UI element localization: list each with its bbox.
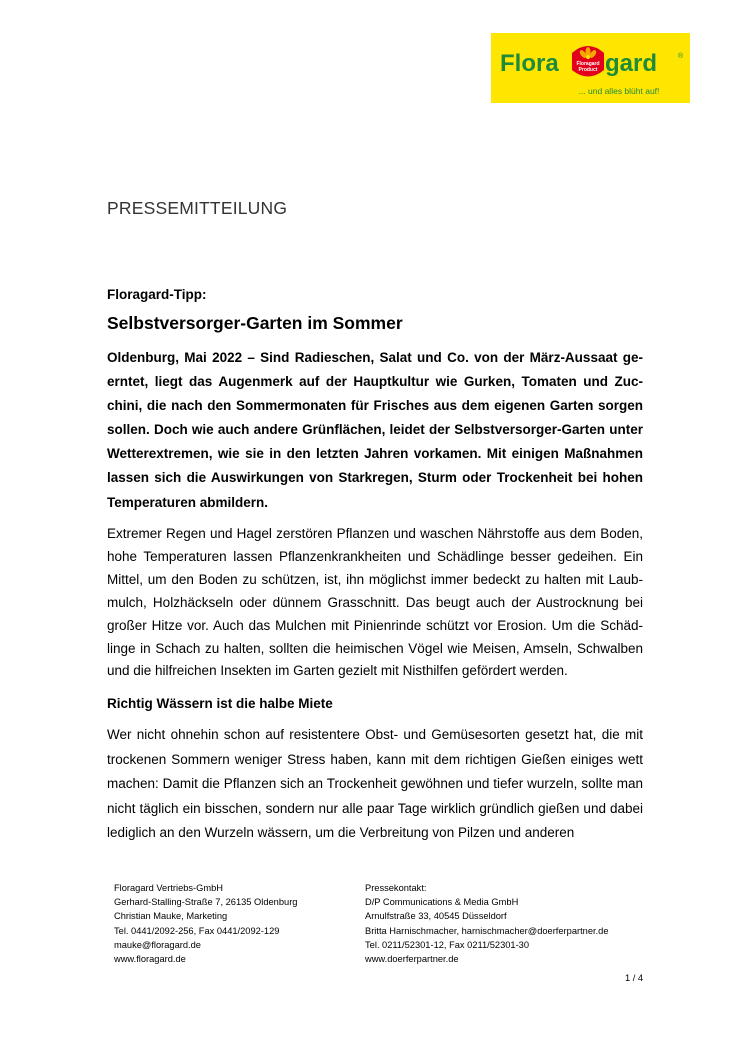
footer-press-contact [365, 881, 609, 966]
body-line: und die hilfreichen Insekten im Garten gezielt mit Nisthilfen gefördert werden. [107, 663, 568, 679]
lead-line: sollen. Doch wie auch andere Grünflächen, leidet der Selbstversorger-Garten unter [107, 422, 643, 438]
footer-press-person: Britta Harnischmacher, harnischmacher@doerferpartner.de [365, 925, 609, 936]
footer-company-phone: Tel. 0441/2092-256, Fax 0441/2092-129 [114, 925, 280, 936]
page-number: 1 / 4 [625, 973, 644, 983]
footer-press-website: www.doerferpartner.de [365, 954, 459, 965]
logo-word-left: Flora [500, 50, 559, 77]
footer-company-contact [114, 881, 297, 966]
kicker: Floragard-Tipp: [107, 287, 207, 302]
lead-line: Wetterextremen, wie sie in den letzten Jahren vorkamen. Mit einigen Maßnahmen [107, 446, 643, 462]
footer-press-address: Arnulfstraße 33, 40545 Düsseldorf [365, 911, 507, 922]
body-line: hohe Temperaturen lassen Pflanzenkrankheiten und Schädlinge besser gedeihen. Ein [107, 548, 643, 564]
body-line: mulch, Holzhäckseln oder dünnem Grasschnitt. Das beugt auch der Austrocknung bei [107, 594, 643, 610]
footer-company-email: mauke@floragard.de [114, 939, 201, 950]
body-line: machen: Damit die Pflanzen sich an Trockenheit gewöhnen und tiefer wurzeln, sollte man [107, 776, 643, 791]
logo-badge [572, 46, 604, 77]
section-label: PRESSEMITTEILUNG [107, 198, 288, 218]
logo-tagline: ... und alles blüht auf! [578, 86, 660, 96]
floragard-logo-graphic [491, 33, 690, 103]
floragard-logo [491, 33, 690, 103]
footer-company-website: www.floragard.de [114, 954, 186, 965]
footer-company-person: Christian Mauke, Marketing [114, 911, 228, 922]
footer-press-agency: D/P Communications & Media GmbH [365, 897, 519, 908]
footer-company-name: Floragard Vertriebs-GmbH [114, 883, 224, 893]
body-line: großer Hitze vor. Auch das Mulchen mit Pinienrinde schützt vor Erosion. Um die Schäd- [107, 617, 643, 633]
body-line: Wer nicht ohnehin schon auf resistentere Obst- und Gemüsesorten gesetzt hat, die mit [107, 727, 643, 742]
lead-paragraph [107, 346, 643, 515]
body-paragraph-1 [107, 523, 643, 683]
logo-word-right: gard [605, 50, 658, 77]
body-line: Extremer Regen und Hagel zerstören Pflanzen und waschen Nährstoffe aus dem Boden, [107, 526, 643, 541]
footer-company-address: Gerhard-Stalling-Straße 7, 26135 Oldenburg [114, 897, 298, 908]
body-line: trockenen Sommern weniger Stress haben, kann mit dem richtigen Gießen einiges wett [107, 751, 643, 767]
logo-badge-line1: Floragard [576, 61, 600, 67]
lead-line: lassen sich die Auswirkungen von Starkregen, Sturm oder Trockenheit bei hohen [107, 470, 643, 486]
body-paragraph-2 [107, 723, 643, 846]
lead-line: erntet, liegt das Augenmerk auf der Hauptkultur wie Gurken, Tomaten und Zuc- [107, 374, 643, 390]
body-line: nicht täglich ein bisschen, sondern nur alle paar Tage wirklich gründlich gießen und dabei [107, 800, 643, 816]
registered-mark: ® [678, 53, 684, 60]
body-line: linge in Schach zu halten, sollten die heimischen Vögel wie Meisen, Amseln, Schwalben [107, 640, 643, 656]
lead-line: Temperaturen abmildern. [107, 494, 269, 510]
body-line: lediglich an den Wurzeln wässern, um die Verbreitung von Pilzen und anderen [107, 825, 575, 840]
footer-press-phone: Tel. 0211/52301-12, Fax 0211/52301-30 [365, 939, 530, 950]
footer-press-label: Pressekontakt: [365, 883, 427, 893]
lead-line: Oldenburg, Mai 2022 – Sind Radieschen, Salat und Co. von der März-Aussaat ge- [107, 350, 643, 365]
body-line: Mittel, um den Boden zu schützen, ist, ihn möglichst immer bedeckt zu halten mit Laub- [107, 571, 643, 587]
subheading: Richtig Wässern ist die halbe Miete [107, 696, 333, 711]
page-title: Selbstversorger-Garten im Sommer [107, 313, 403, 333]
logo-badge-line2: Product [578, 67, 598, 73]
lead-line: chini, die nach den Sommermonaten für Frisches aus dem eigenen Garten sorgen [107, 398, 643, 414]
